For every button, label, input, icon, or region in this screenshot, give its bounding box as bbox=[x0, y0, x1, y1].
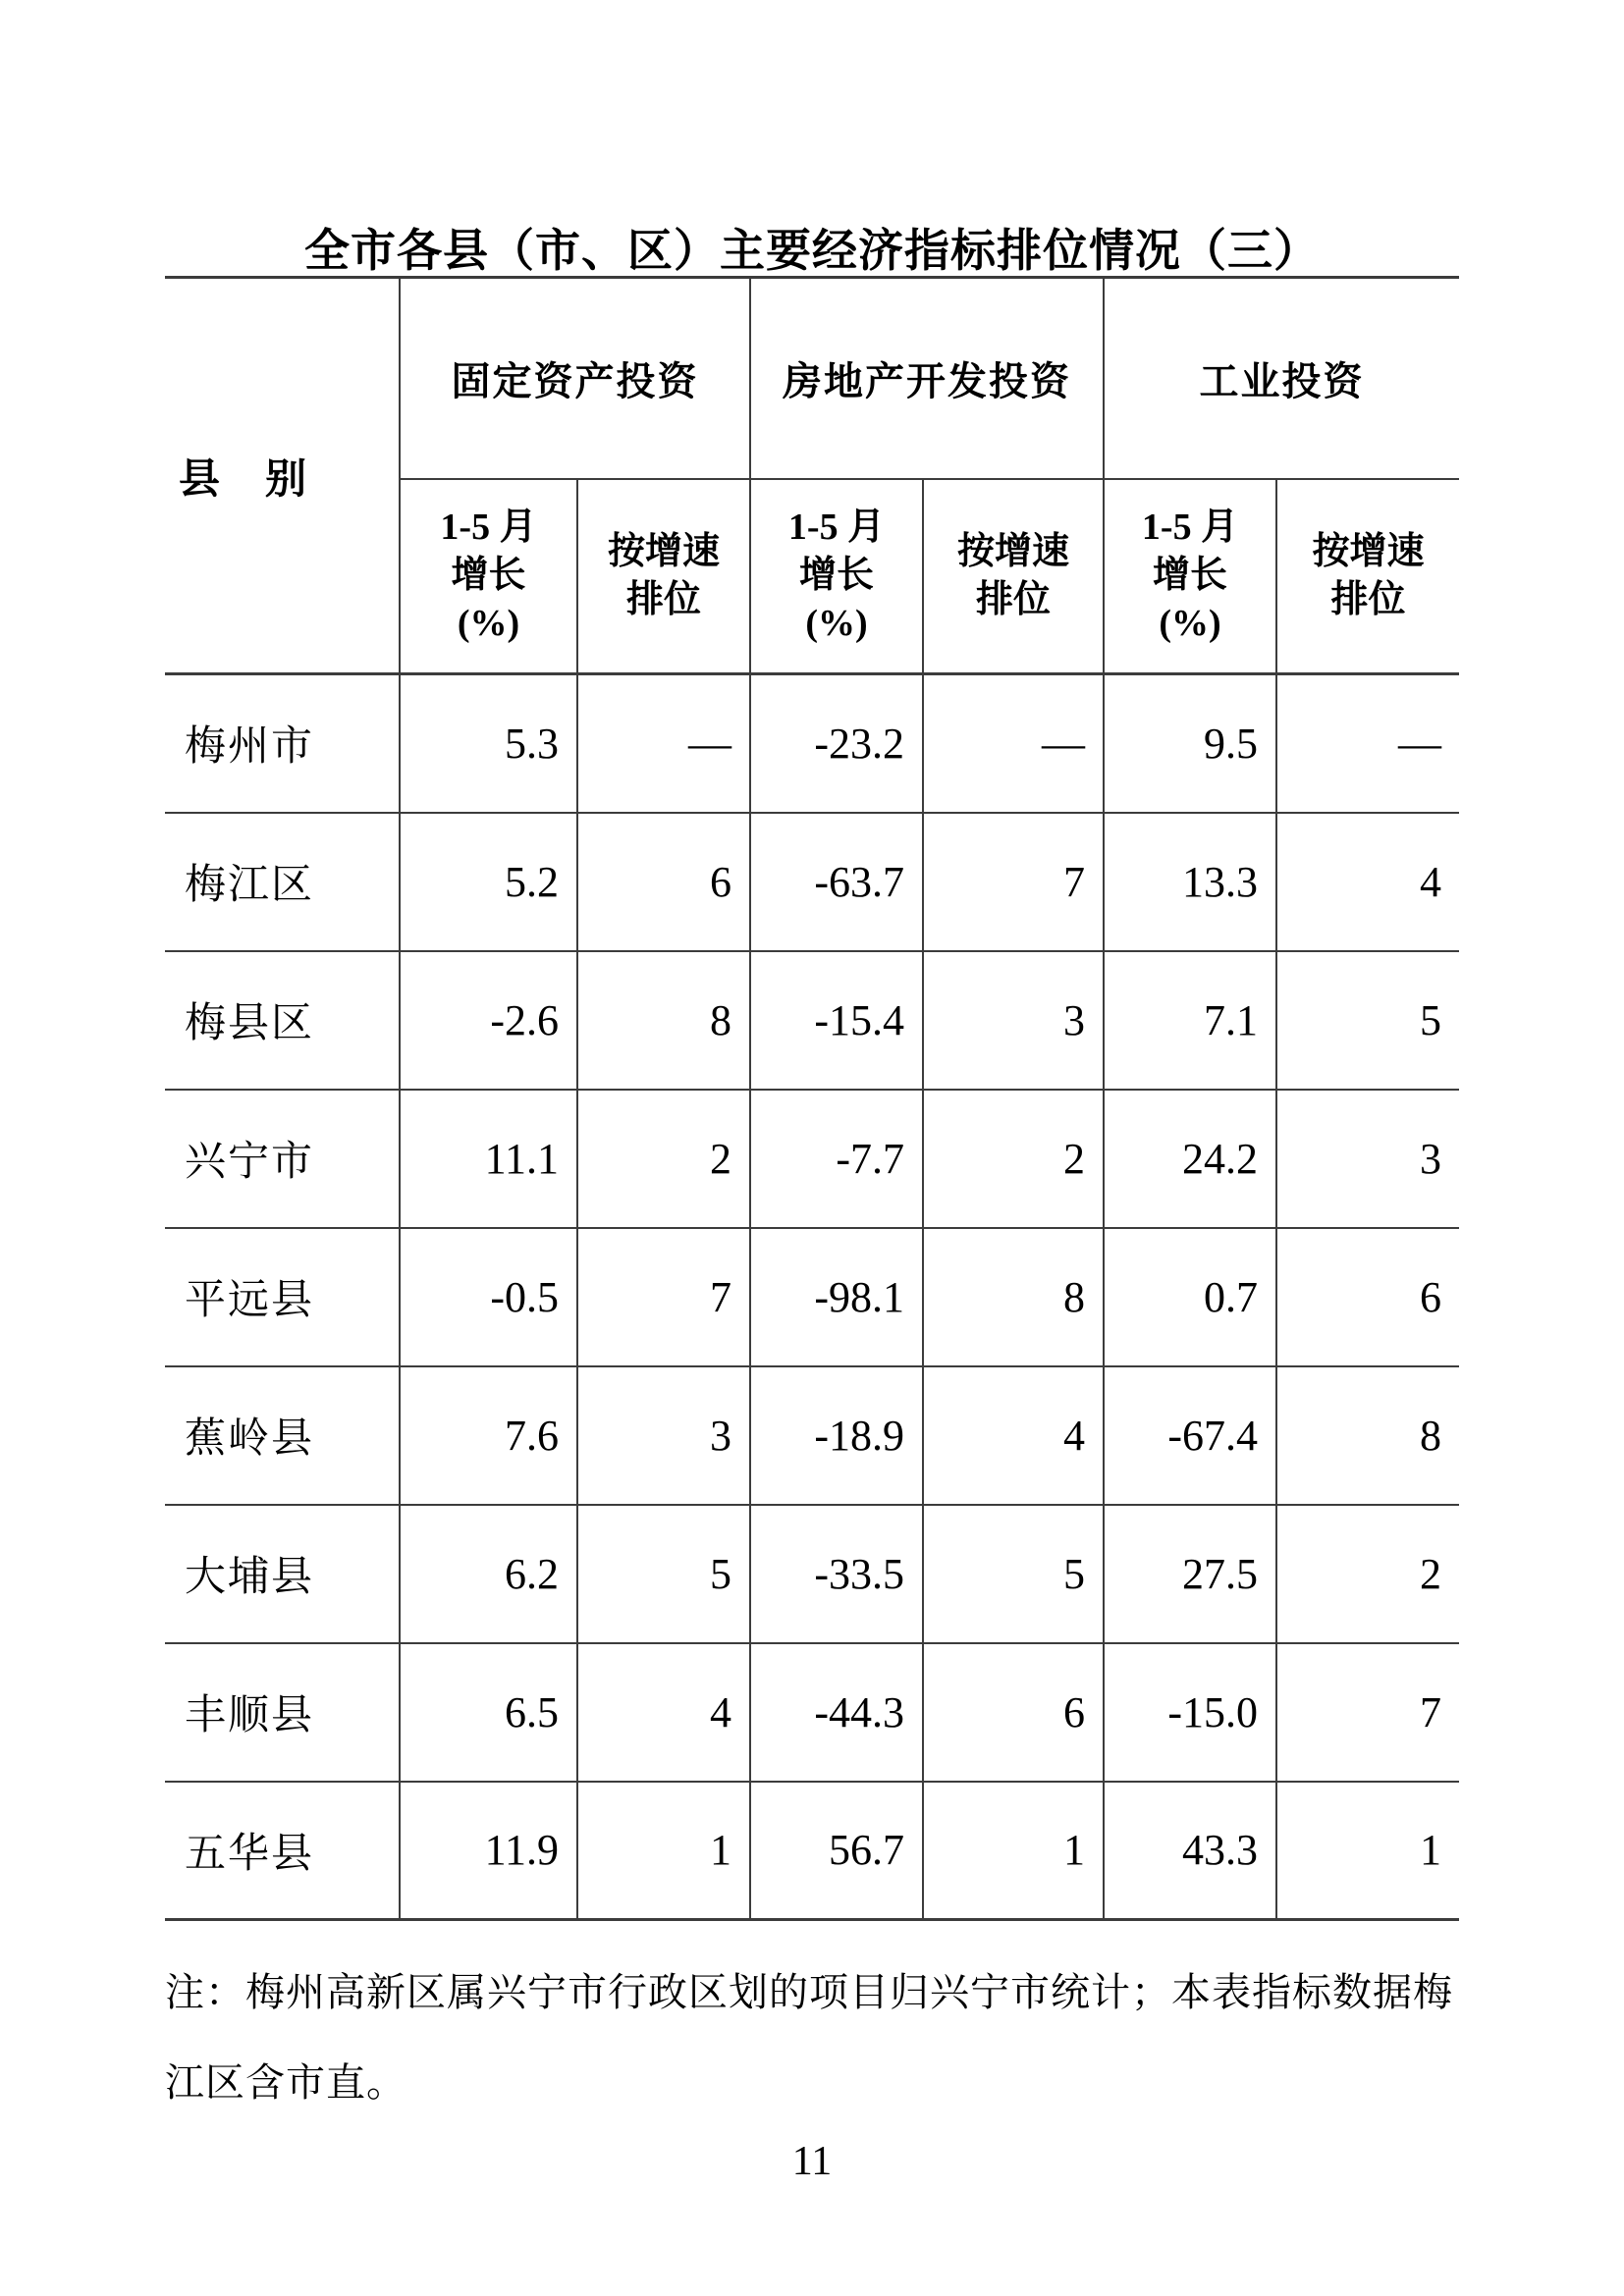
table-row bbox=[165, 1366, 1459, 1505]
subheader-line: (%) bbox=[1159, 603, 1221, 645]
subheader-line: 增长 bbox=[451, 555, 526, 597]
rank-value: 4 bbox=[1276, 813, 1459, 951]
rank-value: 2 bbox=[923, 1090, 1104, 1228]
rank-value: 7 bbox=[577, 1228, 750, 1366]
growth-value: -15.0 bbox=[1104, 1643, 1276, 1782]
growth-value: 7.6 bbox=[400, 1366, 577, 1505]
subheader-line: 按增速 bbox=[956, 530, 1069, 572]
subheader-line: 1-5 月 bbox=[787, 507, 886, 549]
growth-value: -2.6 bbox=[400, 951, 577, 1090]
group-header-row bbox=[165, 278, 1459, 479]
rank-value: 3 bbox=[923, 951, 1104, 1090]
growth-value: 9.5 bbox=[1104, 674, 1276, 813]
rank-value: 7 bbox=[1276, 1643, 1459, 1782]
subheader-line: (%) bbox=[457, 603, 520, 645]
subheader-line: 排位 bbox=[975, 578, 1051, 620]
growth-value: -98.1 bbox=[750, 1228, 923, 1366]
rank-value: — bbox=[577, 674, 750, 813]
subheader-line: 1-5 月 bbox=[440, 507, 537, 549]
subheader-rank bbox=[923, 479, 1104, 674]
table-row bbox=[165, 1782, 1459, 1920]
growth-value: 5.2 bbox=[400, 813, 577, 951]
subheader-rank bbox=[577, 479, 750, 674]
rank-value: 5 bbox=[1276, 951, 1459, 1090]
growth-value: -18.9 bbox=[750, 1366, 923, 1505]
footnote-line-2: 江区含市直。 bbox=[165, 2060, 406, 2105]
rank-value: 6 bbox=[923, 1643, 1104, 1782]
table-row bbox=[165, 1505, 1459, 1643]
rank-value: 4 bbox=[923, 1366, 1104, 1505]
rank-value: 1 bbox=[577, 1782, 750, 1920]
growth-value: 43.3 bbox=[1104, 1782, 1276, 1920]
rank-value: 5 bbox=[923, 1505, 1104, 1643]
rank-value: 5 bbox=[577, 1505, 750, 1643]
economic-indicators-table bbox=[165, 276, 1459, 1921]
page-title: 全市各县（市、区）主要经济指标排位情况（三） bbox=[304, 226, 1320, 276]
county-name: 蕉岭县 bbox=[165, 1366, 400, 1505]
growth-value: 56.7 bbox=[750, 1782, 923, 1920]
table-row bbox=[165, 951, 1459, 1090]
growth-value: -44.3 bbox=[750, 1643, 923, 1782]
growth-value: 7.1 bbox=[1104, 951, 1276, 1090]
rank-value: 8 bbox=[1276, 1366, 1459, 1505]
rank-value: 6 bbox=[1276, 1228, 1459, 1366]
footnote-line-1: 注：梅州高新区属兴宁市行政区划的项目归兴宁市统计；本表指标数据梅 bbox=[165, 1970, 1453, 2014]
rank-value: 1 bbox=[1276, 1782, 1459, 1920]
subheader-growth bbox=[750, 479, 923, 674]
county-name: 平远县 bbox=[165, 1228, 400, 1366]
subheader-line: 按增速 bbox=[607, 530, 720, 572]
rank-value: 8 bbox=[577, 951, 750, 1090]
growth-value: 11.1 bbox=[400, 1090, 577, 1228]
growth-value: -7.7 bbox=[750, 1090, 923, 1228]
rank-value: 4 bbox=[577, 1643, 750, 1782]
rank-value: 3 bbox=[577, 1366, 750, 1505]
county-name: 梅江区 bbox=[165, 813, 400, 951]
growth-value: 11.9 bbox=[400, 1782, 577, 1920]
page-number: 11 bbox=[791, 2139, 833, 2184]
county-name: 丰顺县 bbox=[165, 1643, 400, 1782]
growth-value: -15.4 bbox=[750, 951, 923, 1090]
rank-value: 6 bbox=[577, 813, 750, 951]
group-header-real-estate-investment: 房地产开发投资 bbox=[750, 278, 1104, 479]
rank-value: 3 bbox=[1276, 1090, 1459, 1228]
growth-value: -33.5 bbox=[750, 1505, 923, 1643]
subheader-line: 1-5 月 bbox=[1141, 507, 1239, 549]
rank-value: 1 bbox=[923, 1782, 1104, 1920]
table-row bbox=[165, 1090, 1459, 1228]
growth-value: 6.5 bbox=[400, 1643, 577, 1782]
county-name: 梅县区 bbox=[165, 951, 400, 1090]
county-name: 大埔县 bbox=[165, 1505, 400, 1643]
growth-value: 24.2 bbox=[1104, 1090, 1276, 1228]
county-column-header: 县 别 bbox=[165, 278, 400, 674]
growth-value: 27.5 bbox=[1104, 1505, 1276, 1643]
growth-value: 6.2 bbox=[400, 1505, 577, 1643]
table-row bbox=[165, 674, 1459, 813]
table-row bbox=[165, 1228, 1459, 1366]
rank-value: — bbox=[923, 674, 1104, 813]
growth-value: 5.3 bbox=[400, 674, 577, 813]
subheader-line: (%) bbox=[805, 603, 868, 645]
growth-value: 13.3 bbox=[1104, 813, 1276, 951]
rank-value: — bbox=[1276, 674, 1459, 813]
subheader-line: 排位 bbox=[1330, 578, 1406, 620]
growth-value: -67.4 bbox=[1104, 1366, 1276, 1505]
growth-value: -0.5 bbox=[400, 1228, 577, 1366]
subheader-line: 排位 bbox=[625, 578, 701, 620]
subheader-line: 增长 bbox=[798, 555, 874, 597]
subheader-growth bbox=[400, 479, 577, 674]
rank-value: 8 bbox=[923, 1228, 1104, 1366]
group-header-fixed-asset-investment: 固定资产投资 bbox=[400, 278, 750, 479]
table-row bbox=[165, 813, 1459, 951]
growth-value: 0.7 bbox=[1104, 1228, 1276, 1366]
rank-value: 2 bbox=[1276, 1505, 1459, 1643]
subheader-growth bbox=[1104, 479, 1276, 674]
growth-value: -63.7 bbox=[750, 813, 923, 951]
group-header-industrial-investment: 工业投资 bbox=[1104, 278, 1459, 479]
county-name: 梅州市 bbox=[165, 674, 400, 813]
footnote bbox=[165, 1948, 1471, 2128]
subheader-line: 按增速 bbox=[1312, 530, 1425, 572]
rank-value: 7 bbox=[923, 813, 1104, 951]
table-row bbox=[165, 1643, 1459, 1782]
county-name: 五华县 bbox=[165, 1782, 400, 1920]
subheader-rank bbox=[1276, 479, 1459, 674]
county-name: 兴宁市 bbox=[165, 1090, 400, 1228]
rank-value: 2 bbox=[577, 1090, 750, 1228]
subheader-line: 增长 bbox=[1152, 555, 1227, 597]
growth-value: -23.2 bbox=[750, 674, 923, 813]
